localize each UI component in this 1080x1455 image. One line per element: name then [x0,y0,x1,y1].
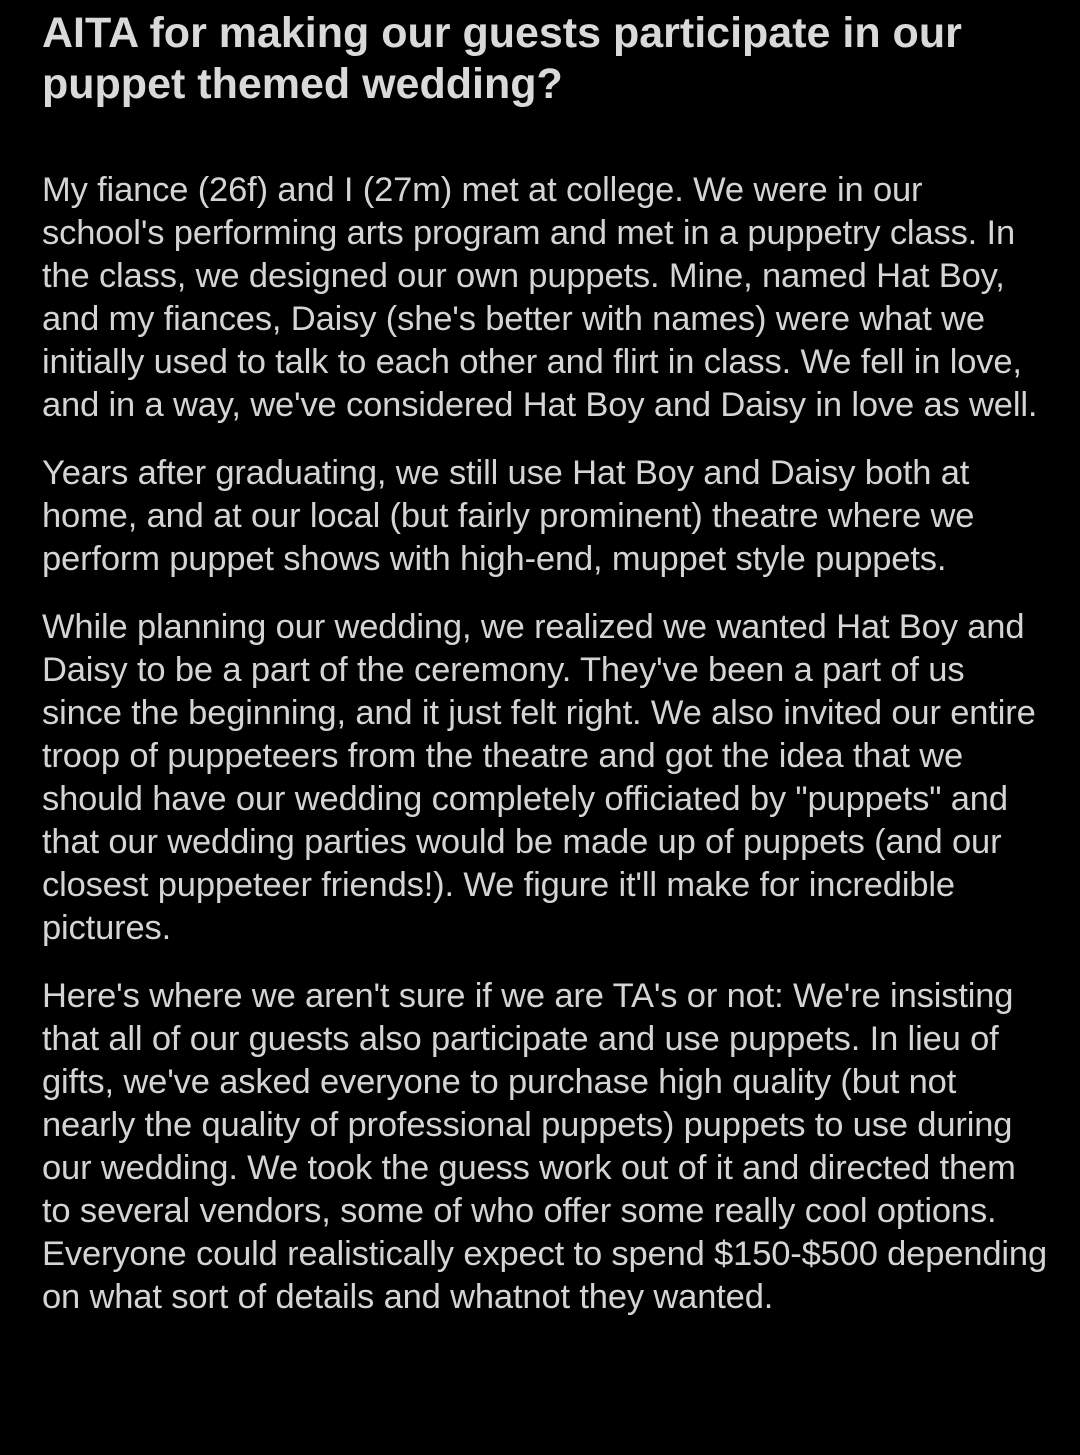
post-paragraph-2: Years after graduating, we still use Hat Boy and Daisy both at home, and at our local (but fairly prominent) theatre where we perform puppet shows with high-end, muppet style puppets. [42,454,975,578]
post-paragraph-4: Here's where we aren't sure if we are TA's or not: We're insisting that all of our guests also participate and use puppets. In lieu of gifts, we've asked everyone to purchase high quality (but not nearly the quality of professional puppets) puppets to use during our wedding. We took the guess work out of it and directed them to several vendors, some of who offer some really cool options. Everyone could realistically expect to spend $150-$500 depending on what sort of details and whatnot they wanted. [42,977,1048,1316]
post-body [42,169,1052,1319]
post-title: AITA for making our guests participate in our puppet themed wedding? [42,9,962,108]
post-paragraph-3: While planning our wedding, we realized we wanted Hat Boy and Daisy to be a part of the ceremony. They've been a part of us since the beginning, and it just felt right. We also invited our entire troop of puppeteers from the theatre and got the idea that we should have our wedding completely officiated by "puppets" and that our wedding parties would be made up of puppets (and our closest puppeteer friends!). We figure it'll make for incredible pictures. [42,608,1036,947]
post-paragraph-1: My fiance (26f) and I (27m) met at college. We were in our school's performing arts program and met in a puppetry class. In the class, we designed our own puppets. Mine, named Hat Boy, and my fiances, Daisy (she's better with names) were what we initially used to talk to each other and flirt in class. We fell in love, and in a way, we've considered Hat Boy and Daisy in love as well. [42,171,1038,424]
post [42,8,1052,1344]
